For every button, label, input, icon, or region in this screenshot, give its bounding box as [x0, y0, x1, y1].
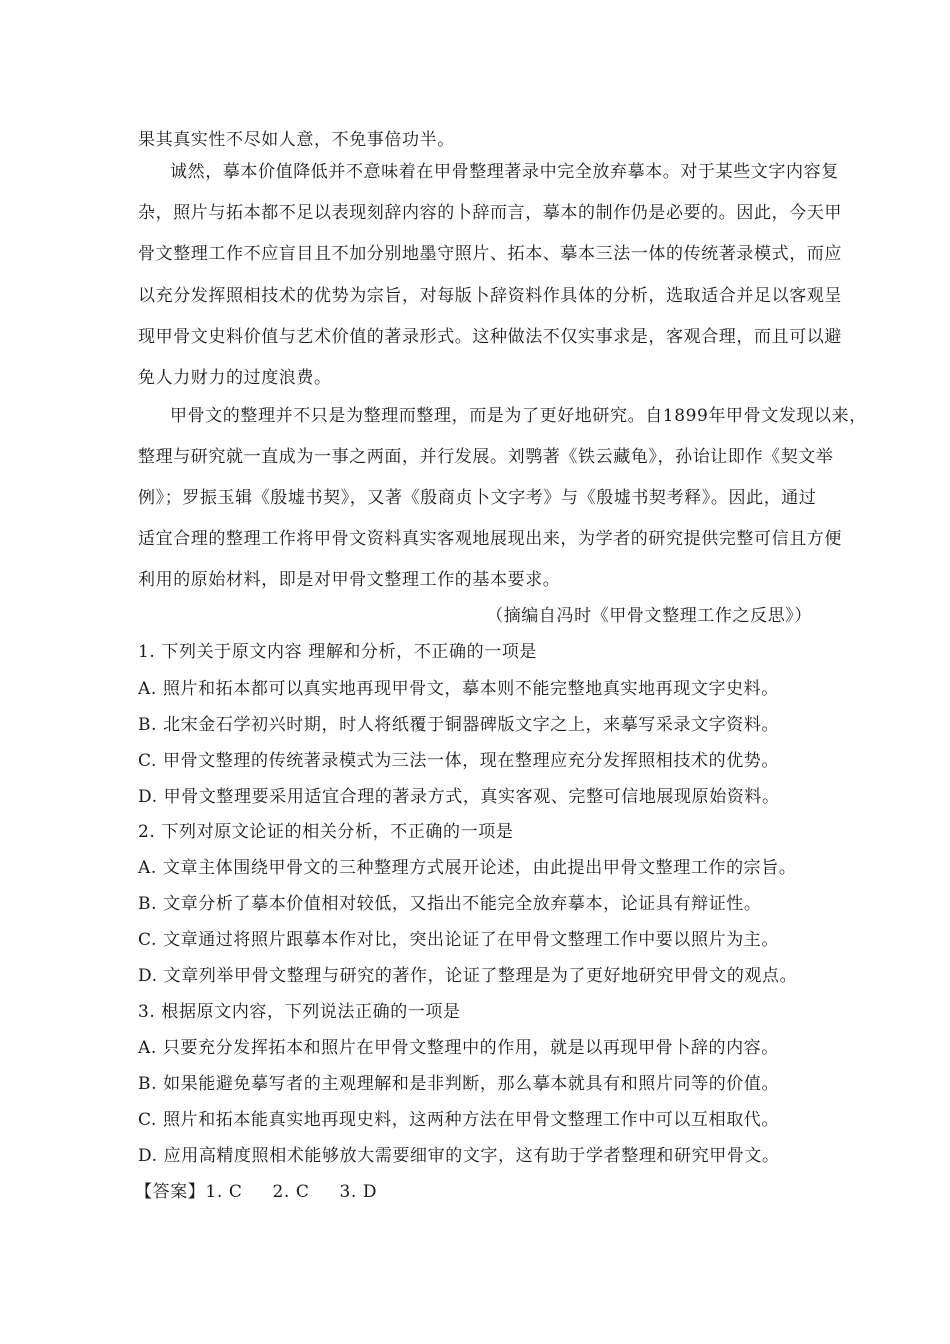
passage-line: 例》；罗振玉辑《殷墟书契》，又著《殷商贞卜文字考》与《殷墟书契考释》。因此，通过: [138, 488, 817, 508]
source-citation: （摘编自冯时《甲骨文整理工作之反思》）: [486, 606, 812, 626]
question-option: D. 甲骨文整理要采用适宜合理的著录方式，真实客观、完整可信地展现原始资料。: [138, 787, 780, 807]
passage-line: 诚然，摹本价值降低并不意味着在甲骨整理著录中完全放弃摹本。对于某些文字内容复: [170, 162, 839, 182]
passage-line: 现甲骨文史料价值与艺术价值的著录形式。这种做法不仅实事求是，客观合理，而且可以避: [138, 327, 842, 347]
question-option: B. 文章分析了摹本价值相对较低，又指出不能完全放弃摹本，论证具有辩证性。: [138, 894, 762, 914]
question-stem: 3. 根据原文内容，下列说法正确的一项是: [138, 1002, 461, 1022]
passage-line: 整理与研究就一直成为一事之两面，并行发展。刘鹗著《铁云藏龟》，孙诒让即作《契文举: [138, 447, 834, 467]
question-option: C. 文章通过将照片跟摹本作对比，突出论证了在甲骨文整理工作中要以照片为主。: [138, 930, 780, 950]
answer-values: 1. C 2. C 3. D: [205, 1182, 378, 1202]
question-option: D. 应用高精度照相术能够放大需要细审的文字，这有助于学者整理和研究甲骨文。: [138, 1146, 780, 1166]
question-option: D. 文章列举甲骨文整理与研究的著作，论证了整理是为了更好地研究甲骨文的观点。: [138, 966, 798, 986]
question-option: B. 如果能避免摹写者的主观理解和是非判断，那么摹本就具有和照片同等的价值。: [138, 1074, 780, 1094]
question-option: A. 照片和拓本都可以真实地再现甲骨文，摹本则不能完整地真实地再现文字史料。: [138, 679, 779, 699]
question-option: B. 北宋金石学初兴时期，时人将纸覆于铜器碑版文字之上，来摹写采录文字资料。: [138, 715, 780, 735]
passage-line: 甲骨文的整理并不只是为整理而整理，而是为了更好地研究。自1899年甲骨文发现以来，: [170, 406, 867, 426]
passage-line: 适宜合理的整理工作将甲骨文资料真实客观地展现出来，为学者的研究提供完整可信且方便: [138, 529, 842, 549]
question-option: C. 照片和拓本能真实地再现史料，这两种方法在甲骨文整理工作中可以互相取代。: [138, 1110, 780, 1130]
passage-line: 利用的原始材料，即是对甲骨文整理工作的基本要求。: [138, 570, 561, 590]
question-stem: 2. 下列对原文论证的相关分析，不正确的一项是: [138, 822, 514, 842]
passage-line: 杂，照片与拓本都不足以表现刻辞内容的卜辞而言，摹本的制作仍是必要的。因此，今天甲: [138, 203, 842, 223]
question-option: A. 只要充分发挥拓本和照片在甲骨文整理中的作用，就是以再现甲骨卜辞的内容。: [138, 1038, 779, 1058]
passage-line: 果其真实性不尽如人意，不免事倍功半。: [138, 130, 455, 150]
question-option: A. 文章主体围绕甲骨文的三种整理方式展开论述，由此提出甲骨文整理工作的宗旨。: [138, 858, 797, 878]
passage-line: 骨文整理工作不应盲目且不加分别地墨守照片、拓本、摹本三法一体的传统著录模式，而应: [138, 244, 842, 264]
answer-line: [135, 1180, 815, 1204]
question-option: C. 甲骨文整理的传统著录模式为三法一体，现在整理应充分发挥照相技术的优势。: [138, 751, 780, 771]
answer-tag: 【答案】: [135, 1182, 206, 1202]
passage-line: 免人力财力的过度浪费。: [138, 368, 332, 388]
passage-line: 以充分发挥照相技术的优势为宗旨，对每版卜辞资料作具体的分析，选取适合并足以客观呈: [138, 286, 842, 306]
question-stem: 1. 下列关于原文内容 理解和分析，不正确的一项是: [138, 642, 538, 662]
